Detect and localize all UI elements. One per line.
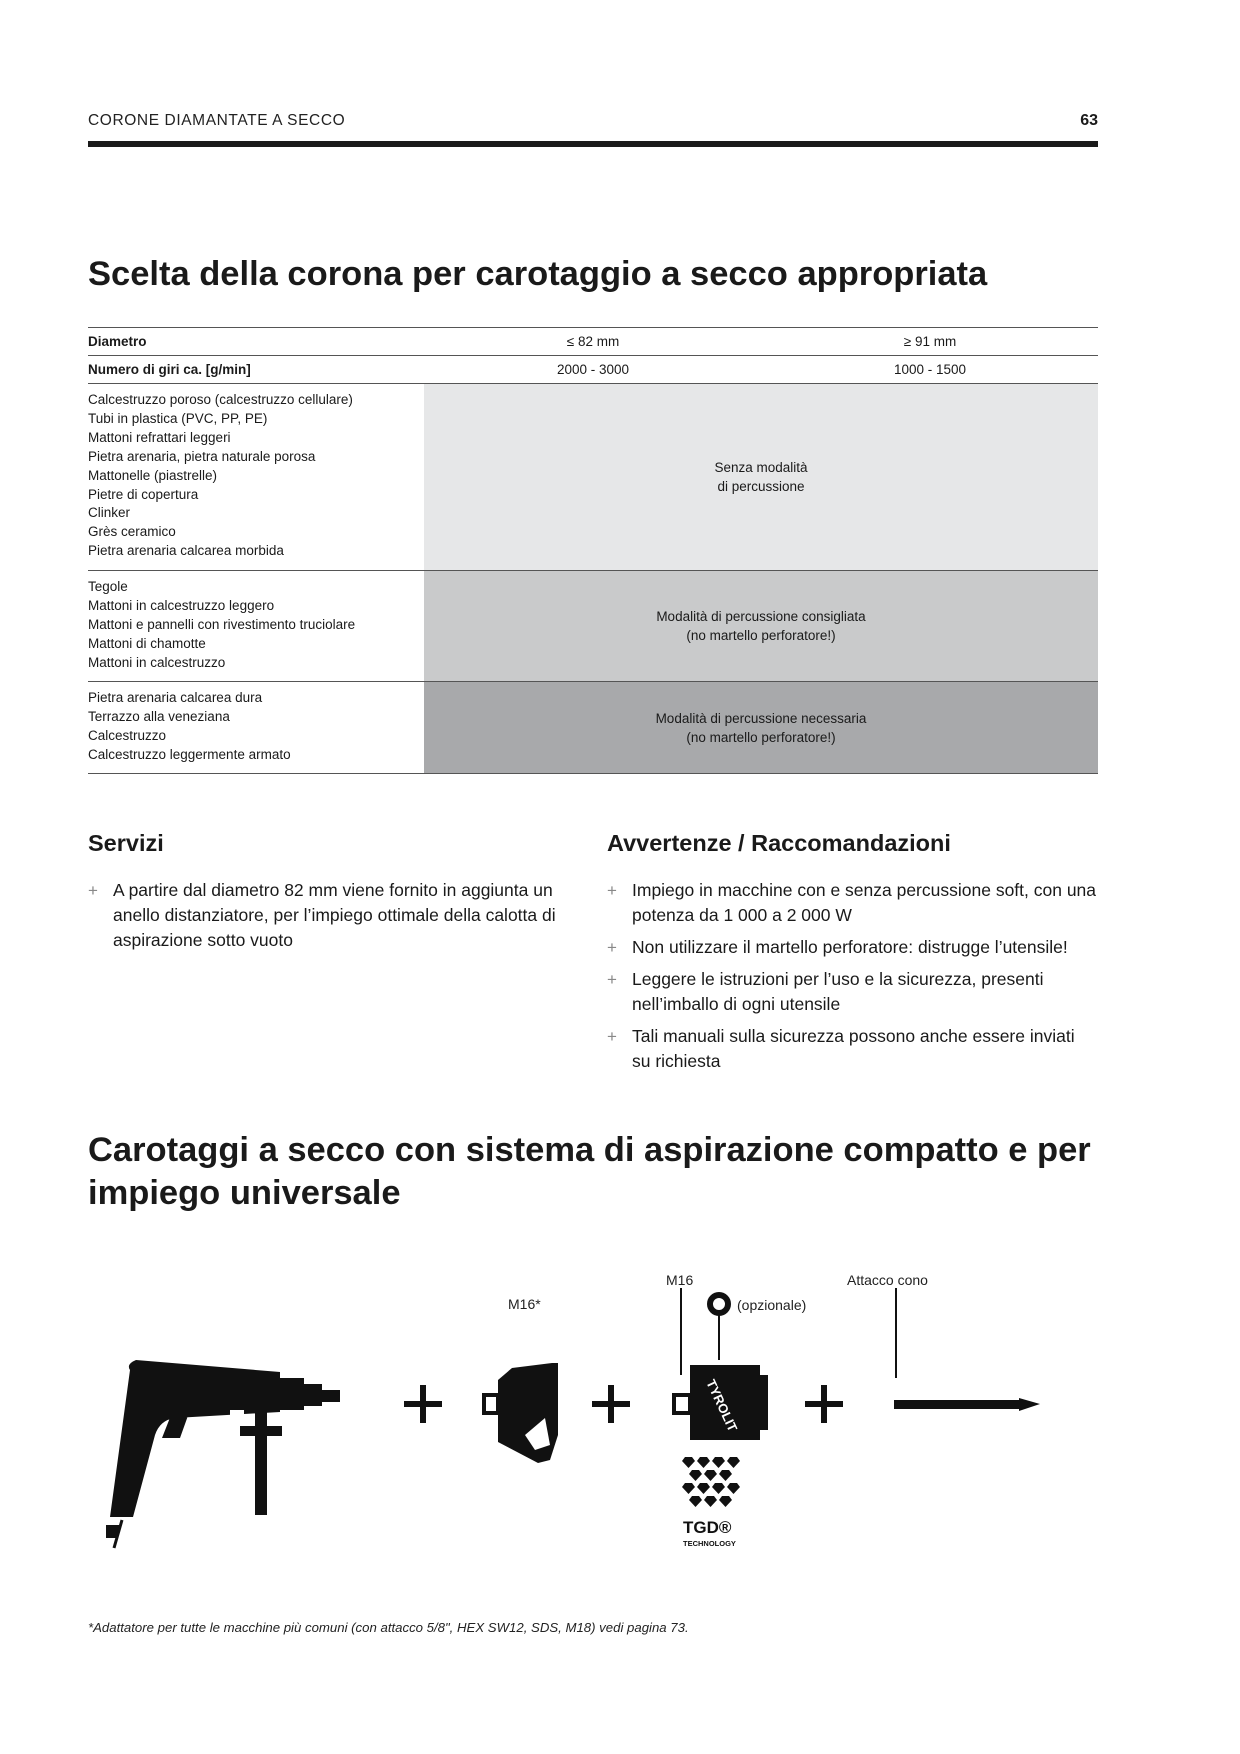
list-item-text: Tali manuali sulla sicurezza possono anche essere inviati su richiesta bbox=[632, 1026, 1075, 1071]
row-value-small: ≤ 82 mm bbox=[566, 334, 620, 349]
material-item: Calcestruzzo poroso (calcestruzzo cellulare) bbox=[88, 392, 353, 407]
table-row-diameter bbox=[88, 327, 1098, 355]
label-optional: (opzionale) bbox=[737, 1297, 807, 1313]
services-list bbox=[88, 878, 578, 960]
spacer-ring-icon bbox=[710, 1295, 728, 1313]
row-value-large: 1000 - 1500 bbox=[893, 362, 967, 377]
assembly-drawing bbox=[100, 1260, 1080, 1560]
list-item-text: Non utilizzare il martello perforatore: distrugge l’utensile! bbox=[632, 937, 1068, 957]
material-item: Pietra arenaria, pietra naturale porosa bbox=[88, 448, 316, 464]
list-item bbox=[607, 1024, 1097, 1074]
label-m16: M16 bbox=[666, 1272, 694, 1288]
row-label: Diametro bbox=[88, 334, 147, 349]
tgd-logo-text: TGD® bbox=[683, 1518, 732, 1537]
label-cone-attachment: Attacco cono bbox=[847, 1272, 928, 1288]
plus-bullet-icon: + bbox=[88, 881, 98, 900]
plus-bullet-icon: + bbox=[607, 938, 617, 957]
footnote: *Adattatore per tutte le macchine più comuni (con attacco 5/8", HEX SW12, SDS, M18) vedi pagina 73. bbox=[88, 1620, 689, 1635]
plus-icon bbox=[592, 1385, 630, 1423]
services-heading: Servizi bbox=[88, 830, 164, 856]
plus-icon bbox=[805, 1385, 843, 1423]
plus-icon bbox=[404, 1385, 442, 1423]
material-item: Mattoni e pannelli con rivestimento truciolare bbox=[88, 616, 356, 632]
material-item: Clinker bbox=[88, 505, 131, 521]
plus-bullet-icon: + bbox=[607, 970, 617, 989]
cone-drill-bit-icon bbox=[894, 1288, 1040, 1411]
material-item: Tegole bbox=[88, 579, 128, 594]
warnings-list bbox=[607, 878, 1097, 1081]
tyrolit-logo: TYROLIT bbox=[703, 1377, 741, 1434]
drill-icon bbox=[106, 1360, 340, 1548]
tgd-diamonds-icon bbox=[682, 1457, 740, 1507]
list-item-text: Leggere le istruzioni per l’uso e la sicurezza, presenti nell’imballo di ogni utensile bbox=[632, 969, 1044, 1014]
adapter-icon bbox=[484, 1363, 558, 1463]
list-item bbox=[607, 935, 1097, 960]
row-value-large: ≥ 91 mm bbox=[903, 334, 957, 349]
material-item: Tubi in plastica (PVC, PP, PE) bbox=[88, 410, 268, 426]
header-rule bbox=[88, 141, 1098, 147]
material-item: Mattoni refrattari leggeri bbox=[88, 429, 231, 445]
row-label: Numero di giri ca. [g/min] bbox=[88, 362, 251, 377]
page-number: 63 bbox=[1080, 112, 1098, 129]
plus-bullet-icon: + bbox=[607, 1027, 617, 1046]
table-row-rpm bbox=[88, 355, 1098, 383]
material-list bbox=[88, 384, 424, 566]
section-title: CORONE DIAMANTATE A SECCO bbox=[88, 112, 346, 129]
material-group-2 bbox=[88, 570, 1098, 681]
material-list bbox=[88, 682, 424, 770]
row-value-small: 2000 - 3000 bbox=[556, 362, 630, 377]
page-header bbox=[88, 112, 1098, 148]
table-bottom-rule bbox=[88, 773, 1098, 774]
assembly-diagram bbox=[100, 1260, 1080, 1560]
material-item: Pietra arenaria calcarea morbida bbox=[88, 543, 284, 559]
material-item: Terrazzo alla veneziana bbox=[88, 708, 230, 724]
material-item: Mattoni in calcestruzzo bbox=[88, 654, 226, 670]
percussion-mode-cell: Modalità di percussione necessaria (no martello perforatore!) bbox=[424, 682, 1098, 773]
list-item bbox=[607, 878, 1097, 928]
percussion-mode-cell: Modalità di percussione consigliata (no martello perforatore!) bbox=[424, 571, 1098, 681]
material-item: Mattoni in calcestruzzo leggero bbox=[88, 597, 275, 613]
material-item: Grès ceramico bbox=[88, 524, 176, 540]
material-item: Pietre di copertura bbox=[88, 486, 199, 502]
list-item-text: A partire dal diametro 82 mm viene fornito in aggiunta un anello distanziatore, per l’impiego ottimale della calotta di aspirazione sotto vuoto bbox=[113, 880, 556, 950]
material-item: Mattoni di chamotte bbox=[88, 635, 206, 651]
material-item: Calcestruzzo leggermente armato bbox=[88, 746, 291, 762]
section-heading-dry-coring: Carotaggi a secco con sistema di aspirazione compatto e per impiego universale bbox=[88, 1131, 1091, 1212]
label-m16-adapter: M16* bbox=[508, 1296, 541, 1312]
material-item: Mattonelle (piastrelle) bbox=[88, 467, 218, 483]
plus-bullet-icon: + bbox=[607, 881, 617, 900]
material-group-1 bbox=[88, 383, 1098, 570]
material-list bbox=[88, 571, 424, 678]
percussion-mode-cell: Senza modalità di percussione bbox=[424, 384, 1098, 570]
material-item: Pietra arenaria calcarea dura bbox=[88, 690, 263, 705]
section-heading-core-selection: Scelta della corona per carotaggio a secco appropriata bbox=[88, 255, 988, 293]
material-group-3 bbox=[88, 681, 1098, 773]
tgd-logo-subtext: TECHNOLOGY bbox=[683, 1539, 736, 1548]
warnings-heading: Avvertenze / Raccomandazioni bbox=[607, 830, 951, 856]
list-item bbox=[607, 967, 1097, 1017]
list-item-text: Impiego in macchine con e senza percussione soft, con una potenza da 1 000 a 2 000 W bbox=[632, 880, 1097, 925]
list-item bbox=[88, 878, 578, 953]
core-bit-icon bbox=[674, 1288, 768, 1440]
material-item: Calcestruzzo bbox=[88, 727, 167, 743]
selection-table bbox=[88, 327, 1098, 774]
